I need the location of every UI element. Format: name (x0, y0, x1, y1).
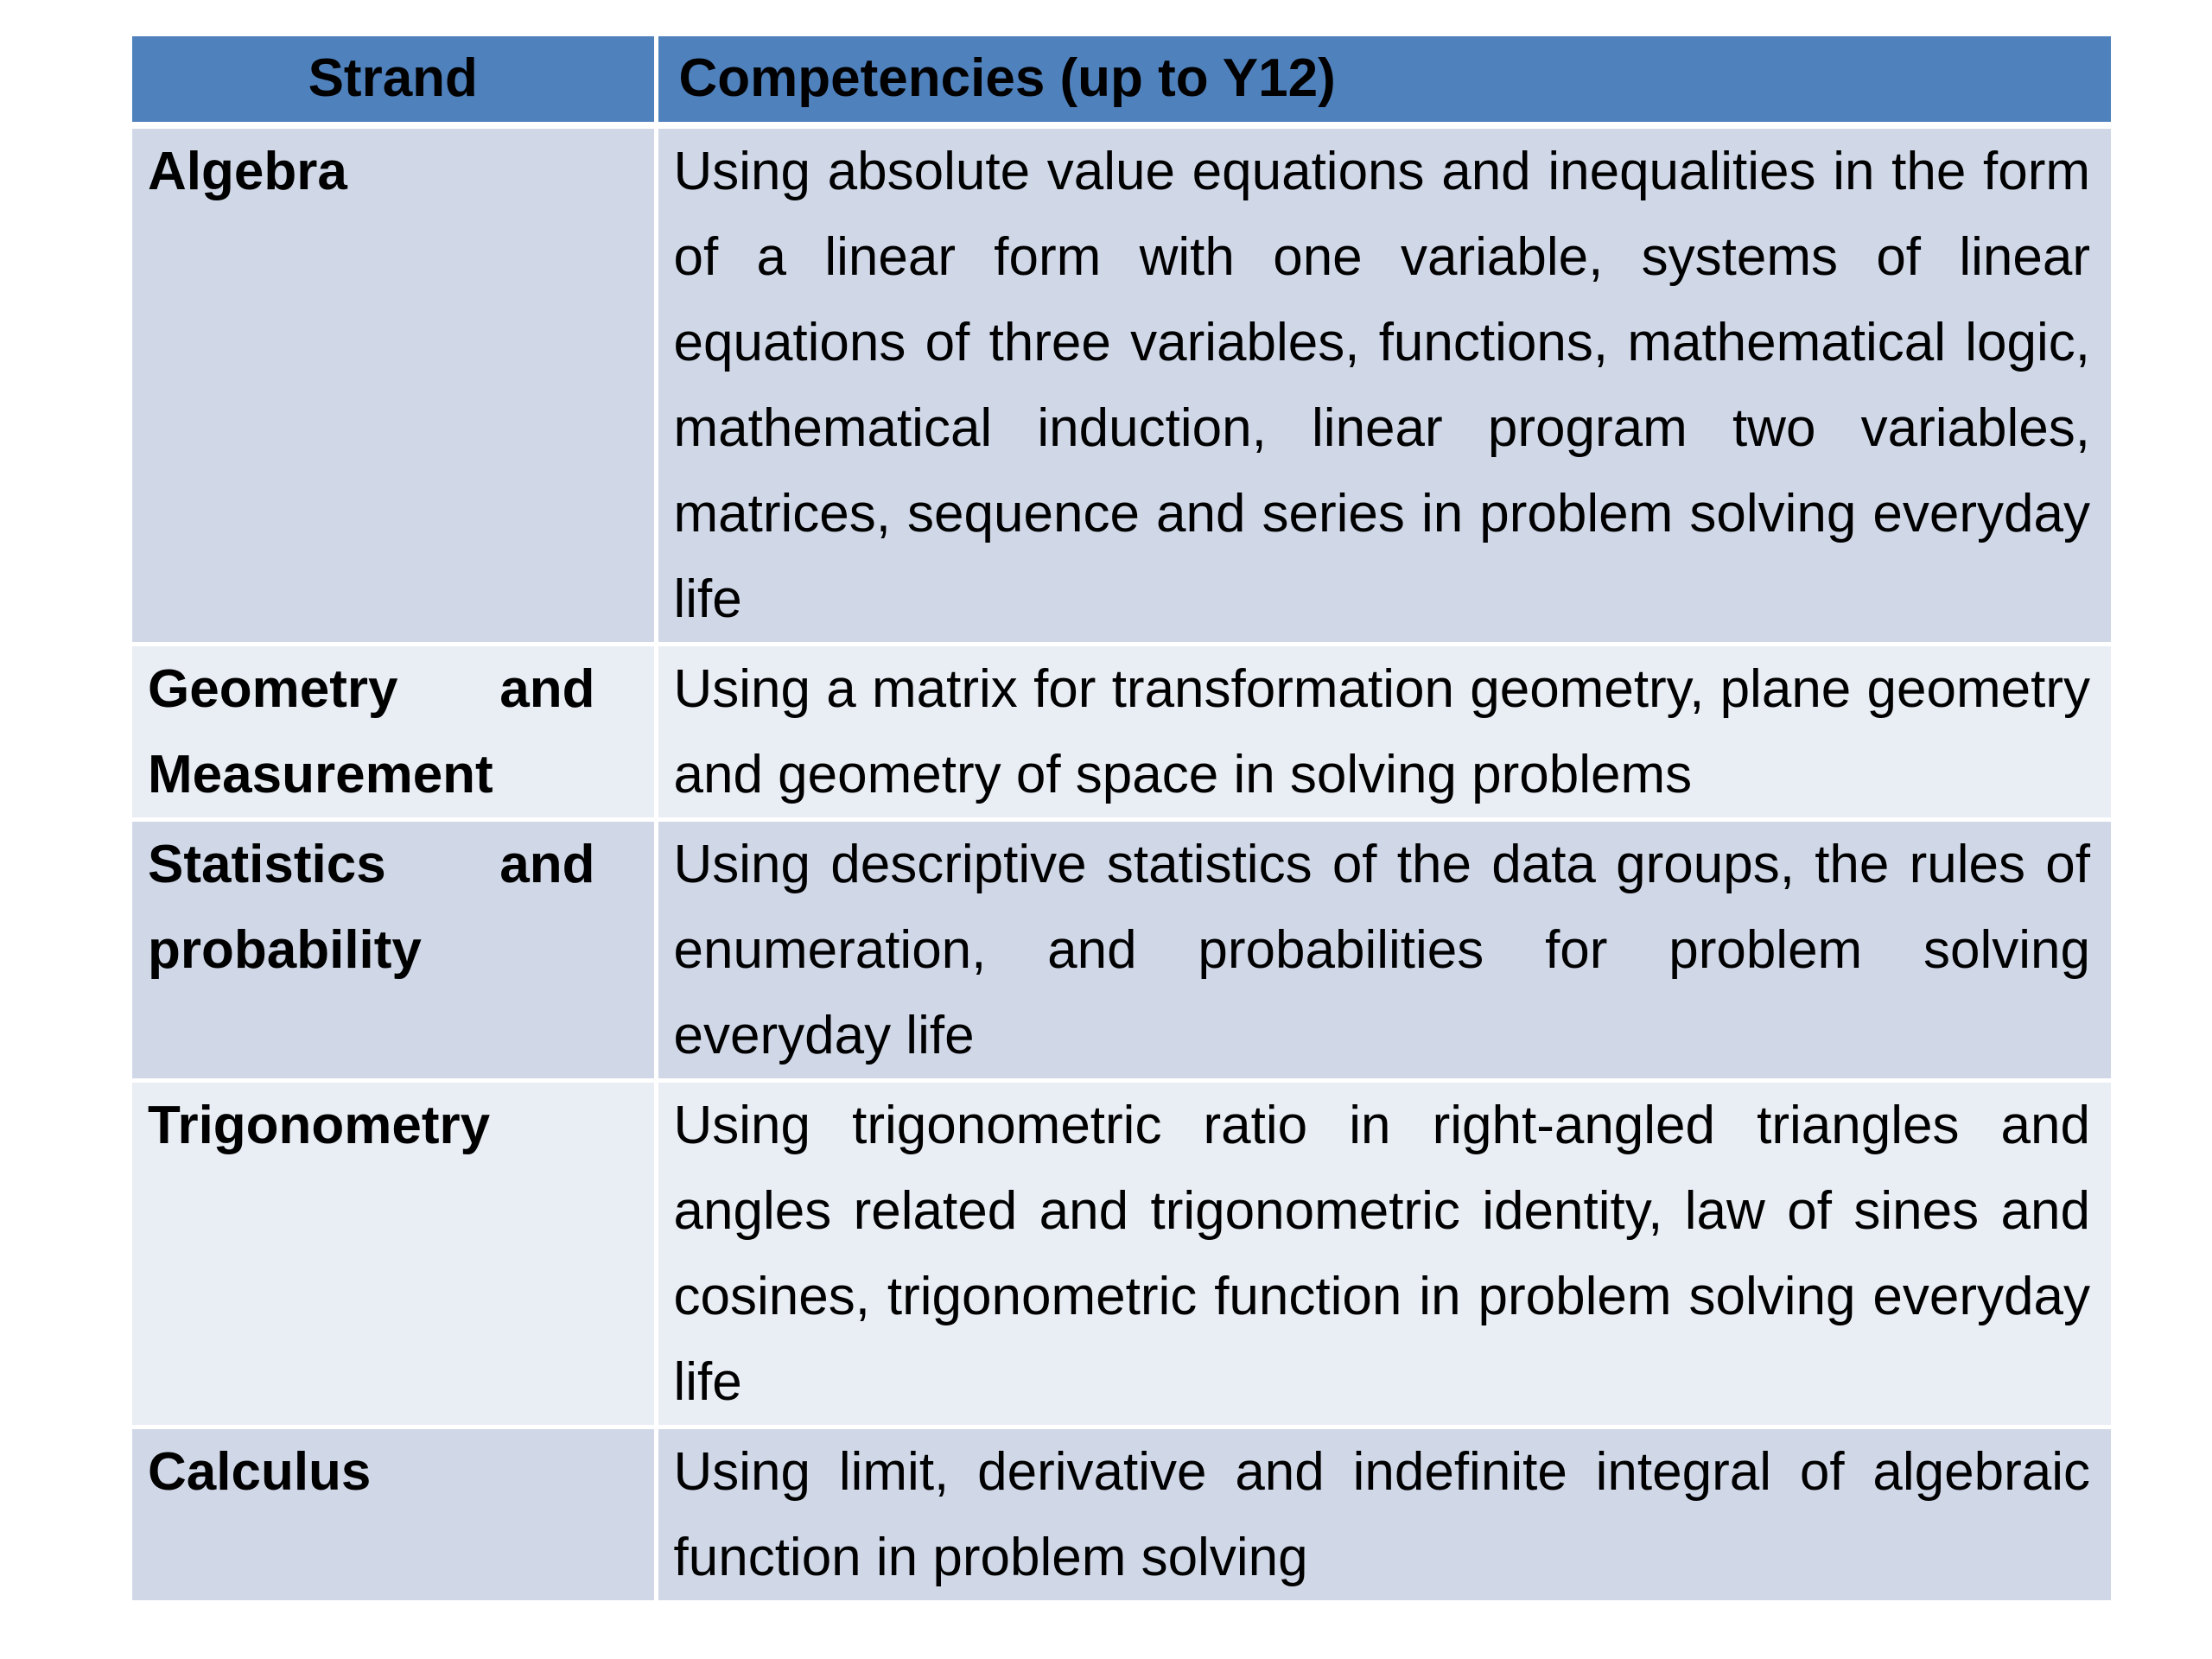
competencies-column-header: Competencies (up to Y12) (656, 36, 2111, 125)
strand-column-header: Strand (132, 36, 656, 125)
strand-label: Calculus (148, 1442, 372, 1502)
table-row-statistics (132, 820, 2111, 1081)
table-row-trigonometry (132, 1081, 2111, 1427)
strand-cell (132, 645, 656, 820)
competency-cell: Using limit, derivative and indefinite integral of algebraic function in problem solving (656, 1427, 2111, 1603)
competency-table (132, 36, 2111, 1605)
strand-cell (132, 1081, 656, 1427)
competency-table-container (132, 36, 2111, 1605)
table-row-calculus (132, 1427, 2111, 1603)
competency-cell: Using a matrix for transformation geometry, plane geometry and geometry of space in solving problems (656, 645, 2111, 820)
strand-label: Trigonometry (148, 1096, 491, 1155)
strand-label: Statistics and probability (148, 835, 595, 980)
strand-label: Algebra (148, 142, 347, 201)
competency-cell: Using absolute value equations and inequalities in the form of a linear form with one variable, systems of linear equations of three variables, functions, mathematical logic, mathematical induction, linear program two variables, matrices, sequence and series in problem solving everyday life (656, 125, 2111, 645)
strand-label: Geometry and Measurement (148, 659, 595, 804)
competency-cell: Using descriptive statistics of the data groups, the rules of enumeration, and probabilities for problem solving everyday life (656, 820, 2111, 1081)
table-row-geometry (132, 645, 2111, 820)
table-row-algebra (132, 125, 2111, 645)
competency-cell: Using trigonometric ratio in right-angled triangles and angles related and trigonometric identity, law of sines and cosines, trigonometric function in problem solving everyday life (656, 1081, 2111, 1427)
strand-cell (132, 820, 656, 1081)
strand-cell (132, 125, 656, 645)
strand-cell (132, 1427, 656, 1603)
table-header-row (132, 36, 2111, 125)
